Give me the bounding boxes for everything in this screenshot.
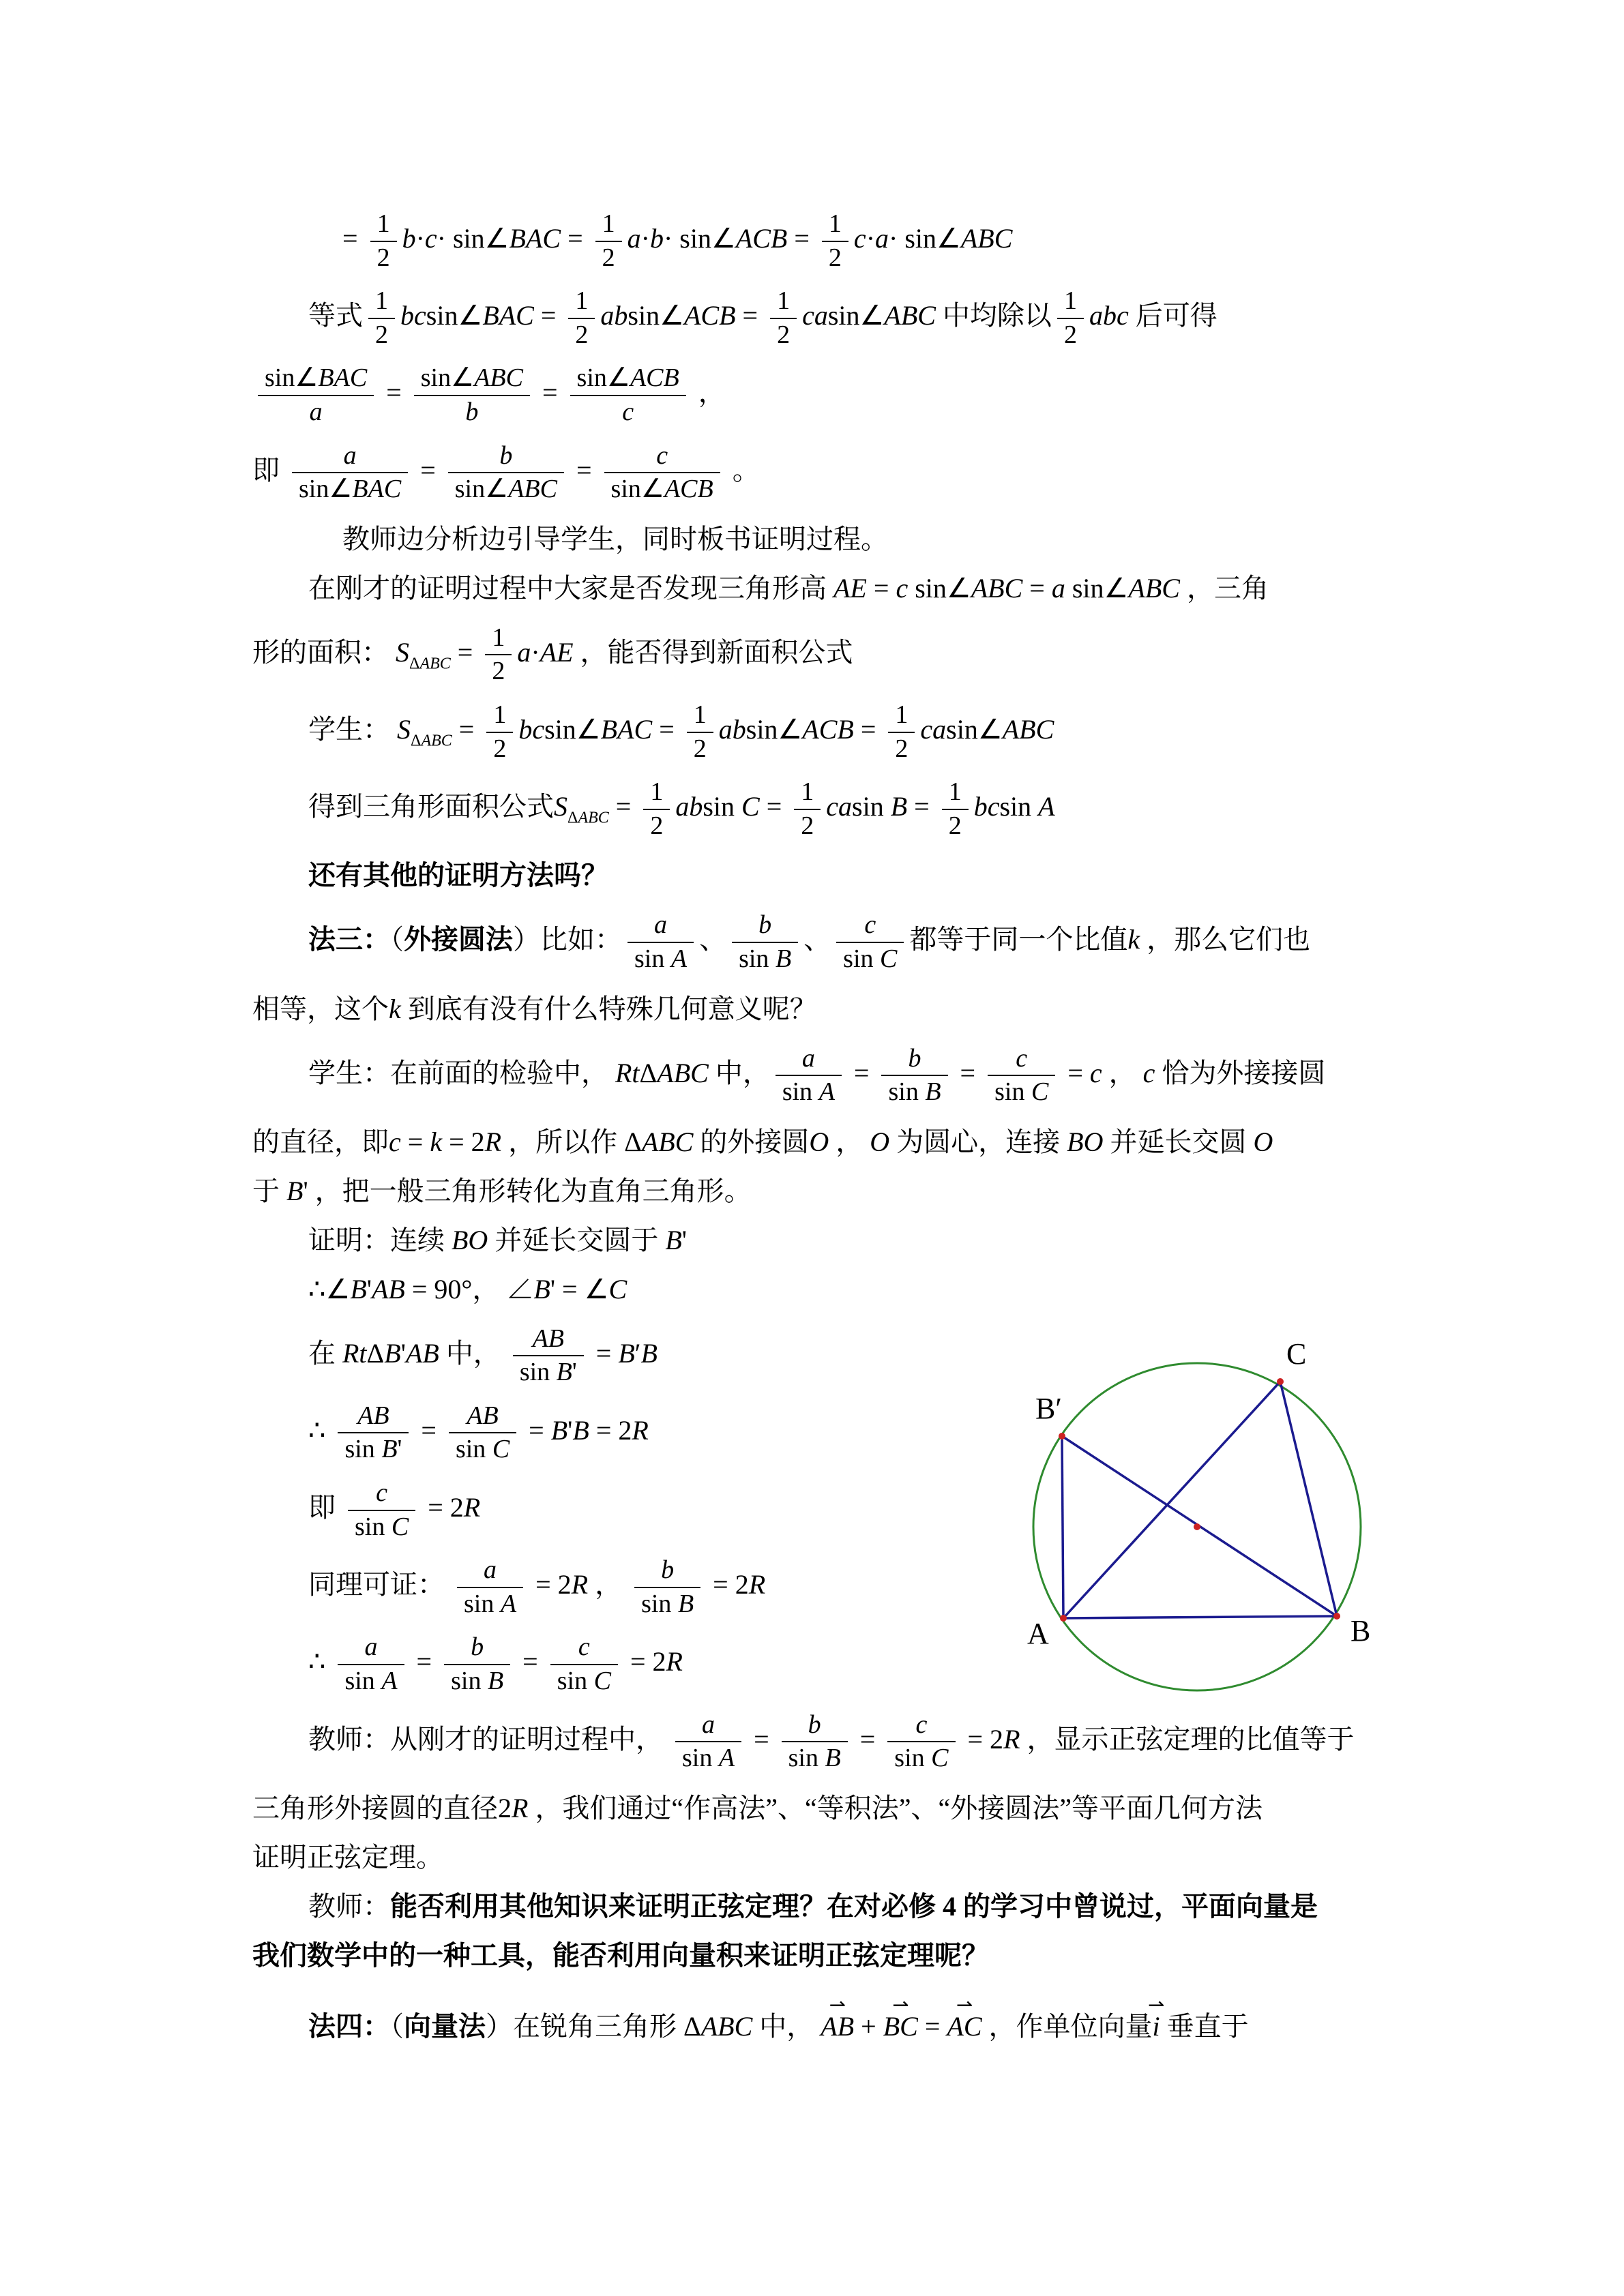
text-line-25: 证明正弦定理。	[252, 1841, 443, 1873]
chord-bp-a	[1062, 1436, 1063, 1618]
text-line-28: 法四：（向量法）在锐角三角形 ΔABC 中， AB ⇀ + BC ⇀ = AC ⇀ ，作单位向量i ⇀ 垂直于	[252, 1988, 1396, 2050]
text-line-6: 在刚才的证明过程中大家是否发现三角形高 AE = c sin∠ABC = a sin∠ABC ，三角	[308, 572, 1269, 603]
text-line-21: 同理可证： $\frac{a}{\text{sin A}}$ = 2R ， $\frac{b}{\text{sin B}}$ = 2R	[252, 1553, 1396, 1621]
text-line-5: 教师边分析边引导学生，同时板书证明过程。	[342, 523, 888, 554]
chords	[1062, 1382, 1337, 1618]
text-line-24: 三角形外接圆的直径2R ，我们通过“作高法”、“等积法”、“外接圆法”等平面几何方法	[252, 1792, 1263, 1823]
text-line-23: 教师：从刚才的证明过程中， $\frac{a}{\text{sin A}}$ = $\frac{b}{\text{sin B}}$ = $\frac{c}{\text{sin C}}$ = 2R ，显示正弦定理的比值等于	[252, 1708, 1396, 1776]
text-line-8: 学生： $S_{\Delta ABC}$ = $\frac{1}{2}$ bcsin∠BAC = $\frac{1}{2}$ absin∠ACB = $\frac{1}{2}$ casin∠ABC	[252, 698, 1396, 766]
text-line-14: 的直径，即c = k = 2R ，所以作 ΔABC 的外接圆O ， O 为圆心，连接 BO 并延长交圆 O	[252, 1126, 1273, 1157]
text-line-2: 等式 $\frac{1}{2}$ bcsin∠BAC = $\frac{1}{2}$ absin∠ACB = $\frac{1}{2}$ casin∠ABC 中均除以 $\frac{1}{2}$ abc 后可得	[252, 284, 1396, 352]
text-line-9: 得到三角形面积公式$S_{\Delta ABC}$ = $\frac{1}{2}$ absin C = $\frac{1}{2}$ casin B = $\frac{1}{2}$ bcsin A	[252, 775, 1396, 843]
dot-center	[1194, 1523, 1200, 1530]
text-line-26: 教师：能否利用其他知识来证明正弦定理？在对必修 4 的学习中曾说过，平面向量是	[308, 1890, 1318, 1922]
label-bprime: B′	[1035, 1392, 1062, 1425]
text-line-27: 我们数学中的一种工具，能否利用向量积来证明正弦定理呢？	[252, 1939, 989, 1971]
chord-a-c	[1063, 1382, 1280, 1618]
text-line-20: 即 $\frac{c}{\text{sin C}}$ = 2R	[252, 1476, 1396, 1544]
chord-a-b	[1063, 1616, 1337, 1618]
text-line-10: 还有其他的证明方法吗？	[308, 860, 608, 891]
text-line-1: = $\frac{1}{2}$ b·c· sin∠BAC = $\frac{1}{2}$ a·b· sin∠ACB = $\frac{1}{2}$ c·a· sin∠ABC	[252, 207, 1396, 275]
text-line-4: 即 $\frac{a}{\text{sin∠BAC}}$ = $\frac{b}{\text{sin∠ABC}}$ = $\frac{c}{\text{sin∠ACB}}$ 。	[252, 439, 1396, 507]
text-line-19: ∴ $\frac{AB}{\text{sin B'}}$ = $\frac{AB}{\text{sin C}}$ = B'B = 2R	[252, 1399, 1396, 1467]
chord-b-c	[1280, 1382, 1337, 1616]
document-lines	[252, 198, 1396, 2059]
dot-b	[1333, 1613, 1340, 1620]
text-line-11: 法三：（外接圆法）比如： $\frac{a}{\text{sin A}}$ 、 $\frac{b}{\text{sin B}}$ 、 $\frac{c}{\text{sin C}}$ 都等于同一个比值k ，那么它们也	[252, 908, 1396, 976]
circumcircle-figure	[1015, 1322, 1411, 1710]
text-line-18: 在 RtΔB'AB 中， $\frac{AB}{\text{sin B'}}$ = B′B	[252, 1322, 1396, 1390]
text-line-13: 学生：在前面的检验中， RtΔABC 中， $\frac{a}{\text{sin A}}$ = $\frac{b}{\text{sin B}}$ = $\frac{c}{\text{sin C}}$ = c ， c 恰为外接接圆	[252, 1042, 1396, 1109]
label-c: C	[1286, 1337, 1307, 1371]
dot-bprime	[1059, 1433, 1065, 1440]
label-b: B	[1350, 1614, 1371, 1648]
text-line-15: 于 B' ，把一般三角形转化为直角三角形。	[252, 1175, 752, 1206]
dot-a	[1060, 1615, 1067, 1622]
text-line-16: 证明：连续 BO 并延长交圆于 B'	[308, 1224, 687, 1255]
text-line-17: ∴∠B'AB = 90°， ∠B' = ∠C	[308, 1273, 628, 1304]
label-a: A	[1027, 1617, 1049, 1650]
text-line-3: $\frac{\text{sin∠BAC}}{a}$ = $\frac{\text{sin∠ABC}}{b}$ = $\frac{\text{sin∠ACB}}{c}$ ，	[252, 361, 1396, 429]
vertex-dots	[1059, 1378, 1340, 1622]
dot-c	[1277, 1378, 1284, 1385]
text-line-22: ∴ $\frac{a}{\text{sin A}}$ = $\frac{b}{\text{sin B}}$ = $\frac{c}{\text{sin C}}$ = 2R	[252, 1630, 1396, 1698]
text-line-12: 相等，这个k 到底有没有什么特殊几何意义呢？	[252, 993, 817, 1024]
text-line-7: 形的面积： $S_{\Delta ABC}$ = $\frac{1}{2}$ a·AE ，能否得到新面积公式	[252, 621, 1396, 689]
